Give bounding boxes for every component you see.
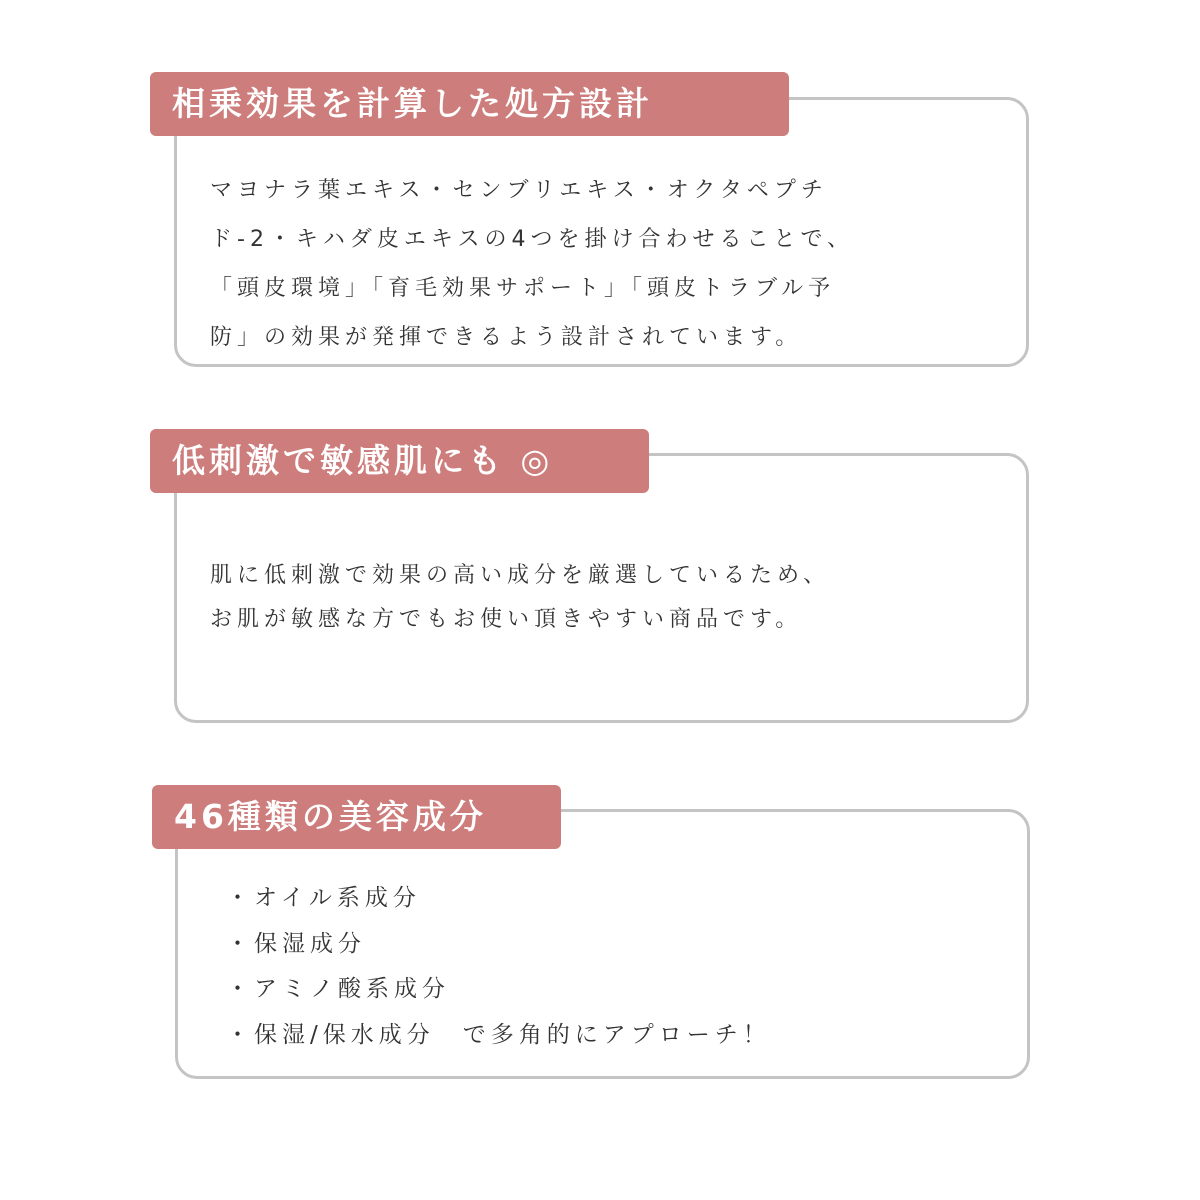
- section-title-formula: 相乗効果を計算した処方設計: [150, 72, 789, 136]
- list-item: ・オイル系成分: [226, 885, 421, 911]
- section-title-sensitive-skin: 低刺激で敏感肌にも ◎: [150, 429, 649, 493]
- body-line: 防」の効果が発揮できるよう設計されています。: [210, 325, 803, 350]
- body-line: 「頭皮環境」「育毛効果サポート」「頭皮トラブル予: [210, 276, 836, 301]
- body-line: ド-2・キハダ皮エキスの4つを掛け合わせることで、: [210, 227, 855, 252]
- body-line: 肌に低刺激で効果の高い成分を厳選しているため、: [210, 563, 831, 588]
- section-title-ingredients: 46種類の美容成分: [152, 785, 561, 849]
- section-body-formula: [210, 166, 854, 362]
- list-item: ・アミノ酸系成分: [226, 976, 450, 1002]
- ingredient-list: [226, 876, 771, 1058]
- body-line: マヨナラ葉エキス・センブリエキス・オクタペプチ: [210, 178, 828, 203]
- list-item: ・保湿成分: [226, 930, 366, 957]
- section-body-sensitive-skin: [210, 554, 830, 642]
- list-item: ・保湿/保水成分 で多角的にアプローチ！: [226, 1021, 771, 1048]
- body-line: お肌が敏感な方でもお使い頂きやすい商品です。: [210, 607, 803, 632]
